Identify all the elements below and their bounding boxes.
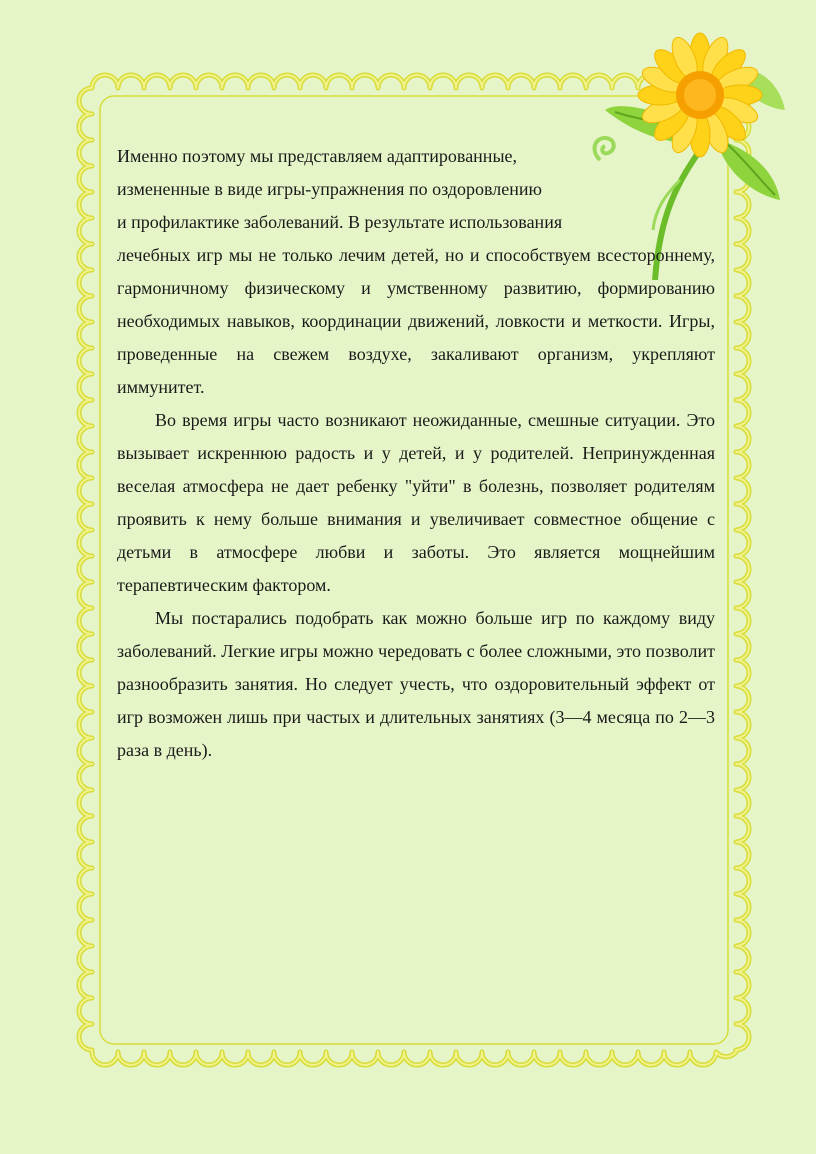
intro-line-2: измененные в виде игры-упражнения по оздоровлению bbox=[117, 179, 542, 199]
intro-rest: лечебных игр мы не только лечим детей, но и способствуем всестороннему, гармоничному физическому и умственному развитию, формированию необходимых навыков, координации движений, ловкости и меткости. Игры, проведенные на свежем воздухе, закаливают организм, укрепляют иммунитет. bbox=[117, 245, 715, 397]
paragraph-2: Во время игры часто возникают неожиданные, смешные ситуации. Это вызывает искреннюю радость и у детей, и у родителей. Непринужденная веселая атмосфера не дает ребенку "уйти" в болезнь, позволяет родителям проявить к нему больше внимания и увеличивает совместное общение с детьми в атмосфере любви и заботы. Это является мощнейшим терапевтическим фактором. bbox=[117, 410, 715, 595]
paragraph-3: Мы постарались подобрать как можно больше игр по каждому виду заболеваний. Легкие игры можно чередовать с более сложными, это позволит разнообразить занятия. Но следует учесть, что оздоровительный эффект от игр возможен лишь при частых и длительных занятиях (3—4 месяца по 2—3 раза в день). bbox=[117, 608, 715, 760]
intro-line-3: и профилактике заболеваний. В результате использования bbox=[117, 212, 563, 232]
intro-line-1: Именно поэтому мы представляем адаптированные, bbox=[117, 146, 518, 166]
body-text bbox=[117, 140, 715, 767]
